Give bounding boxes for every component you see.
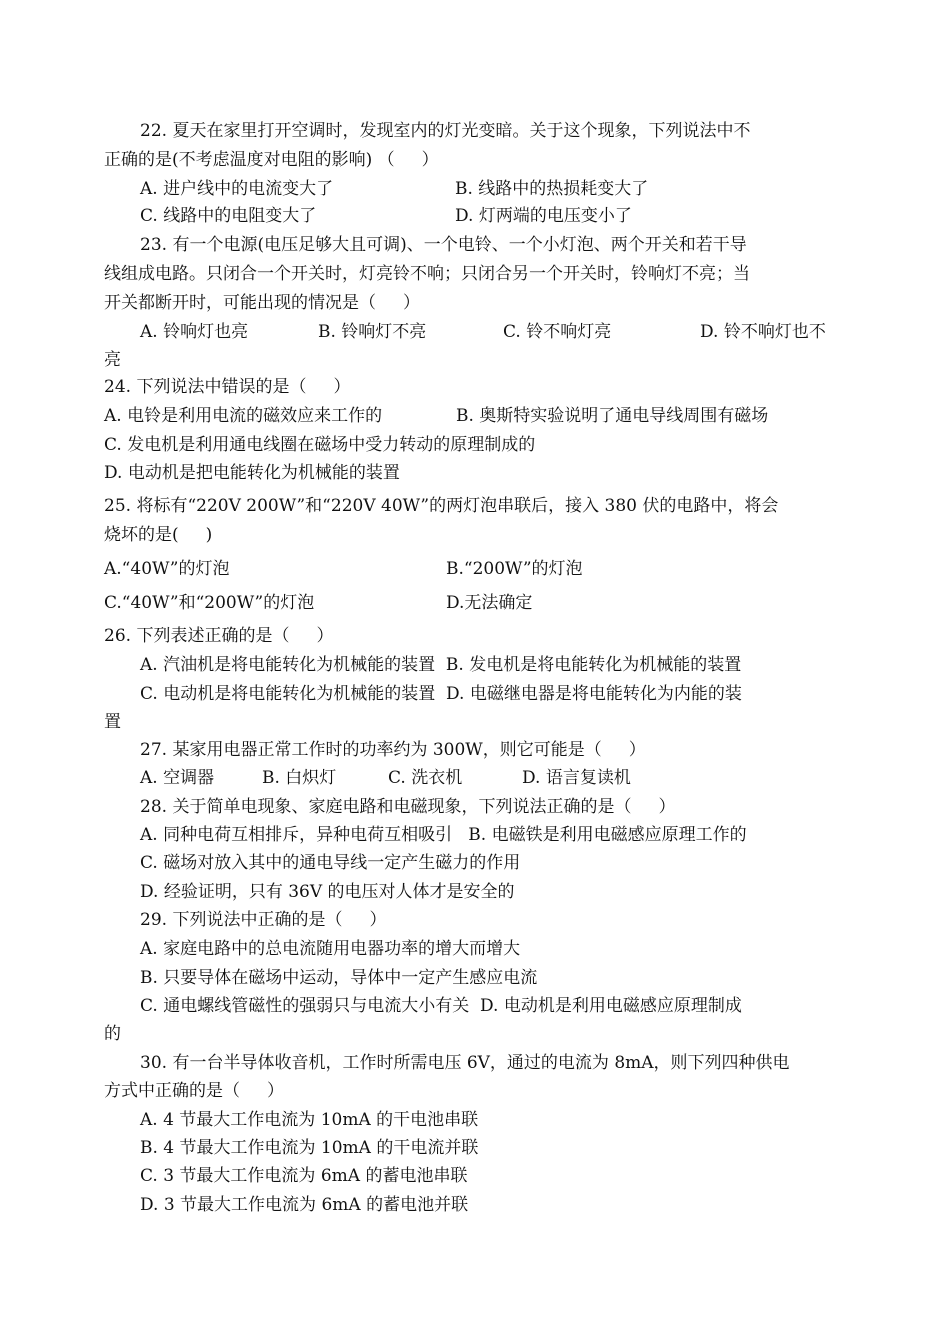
q24-stem: 24. 下列说法中错误的是（ ）	[104, 377, 351, 397]
q24-option-d: D. 电动机是把电能转化为机械能的装置	[104, 463, 400, 483]
q27-option-c: C. 洗衣机	[388, 768, 463, 788]
q22-stem-line1: 22. 夏天在家里打开空调时，发现室内的灯光变暗。关于这个现象，下列说法中不	[140, 121, 751, 141]
q28-options-ab: A. 同种电荷互相排斥，异种电荷互相吸引 B. 电磁铁是利用电磁感应原理工作的	[140, 825, 747, 845]
q23-option-b: B. 铃响灯不亮	[318, 322, 427, 342]
q30-stem-line1: 30. 有一台半导体收音机，工作时所需电压 6V，通过的电流为 8mA，则下列四种供电	[140, 1053, 790, 1073]
q26-stem: 26. 下列表述正确的是（ ）	[104, 626, 334, 646]
q30-option-c: C. 3 节最大工作电流为 6mA 的蓄电池串联	[140, 1166, 468, 1186]
q30-stem-line2: 方式中正确的是（ ）	[104, 1081, 285, 1101]
q30-option-a: A. 4 节最大工作电流为 10mA 的干电池串联	[140, 1110, 479, 1130]
q30-option-d: D. 3 节最大工作电流为 6mA 的蓄电池并联	[140, 1195, 469, 1215]
q24-option-a: A. 电铃是利用电流的磁效应来工作的	[104, 406, 383, 426]
q22-stem-line2: 正确的是(不考虑温度对电阻的影响) （ ）	[104, 150, 439, 170]
q24-option-c: C. 发电机是利用通电线圈在磁场中受力转动的原理制成的	[104, 435, 536, 455]
q28-option-c: C. 磁场对放入其中的通电导线一定产生磁力的作用	[140, 853, 521, 873]
q27-option-a: A. 空调器	[140, 768, 215, 788]
q28-stem: 28. 关于简单电现象、家庭电路和电磁现象，下列说法正确的是（ ）	[140, 797, 676, 817]
q22-option-c: C. 线路中的电阻变大了	[140, 206, 317, 226]
q23-stem-line2: 线组成电路。只闭合一个开关时，灯亮铃不响；只闭合另一个开关时，铃响灯不亮；当	[104, 264, 750, 284]
q23-stem-line3: 开关都断开时，可能出现的情况是（ ）	[104, 293, 421, 313]
q29-option-a: A. 家庭电路中的总电流随用电器功率的增大而增大	[140, 939, 521, 959]
q29-options-cd-cont: 的	[104, 1024, 121, 1044]
q29-option-b: B. 只要导体在磁场中运动，导体中一定产生感应电流	[140, 968, 538, 988]
q24-option-b: B. 奥斯特实验说明了通电导线周围有磁场	[456, 406, 769, 426]
q25-stem-line1: 25. 将标有“220V 200W”和“220V 40W”的两灯泡串联后，接入 380 伏的电路中，将会	[104, 496, 779, 516]
q27-stem: 27. 某家用电器正常工作时的功率约为 300W，则它可能是（ ）	[140, 740, 646, 760]
q25-option-c: C.“40W”和“200W”的灯泡	[104, 593, 315, 613]
q22-option-b: B. 线路中的热损耗变大了	[455, 179, 649, 199]
q23-option-a: A. 铃响灯也亮	[140, 322, 249, 342]
q25-option-b: B.“200W”的灯泡	[446, 559, 583, 579]
q26-options-cd: C. 电动机是将电能转化为机械能的装置 D. 电磁继电器是将电能转化为内能的装	[140, 684, 742, 704]
q26-options-ab: A. 汽油机是将电能转化为机械能的装置 B. 发电机是将电能转化为机械能的装置	[140, 655, 742, 675]
q25-option-a: A.“40W”的灯泡	[104, 559, 230, 579]
q22-option-a: A. 进户线中的电流变大了	[140, 179, 334, 199]
q23-stem-line1: 23. 有一个电源(电压足够大且可调)、一个电铃、一个小灯泡、两个开关和若干导	[140, 235, 747, 255]
q23-option-d-cont: 亮	[104, 350, 121, 370]
q25-stem-line2: 烧坏的是( )	[104, 525, 213, 545]
q23-option-d: D. 铃不响灯也不	[700, 322, 826, 342]
q23-option-c: C. 铃不响灯亮	[503, 322, 612, 342]
q26-options-cd-cont: 置	[104, 712, 121, 732]
q27-option-d: D. 语言复读机	[522, 768, 631, 788]
q25-option-d: D.无法确定	[446, 593, 533, 613]
q29-options-cd: C. 通电螺线管磁性的强弱只与电流大小有关 D. 电动机是利用电磁感应原理制成	[140, 996, 742, 1016]
q28-option-d: D. 经验证明，只有 36V 的电压对人体才是安全的	[140, 882, 515, 902]
q27-option-b: B. 白炽灯	[262, 768, 337, 788]
q29-stem: 29. 下列说法中正确的是（ ）	[140, 910, 387, 930]
q30-option-b: B. 4 节最大工作电流为 10mA 的干电流并联	[140, 1138, 479, 1158]
q22-option-d: D. 灯两端的电压变小了	[455, 206, 632, 226]
